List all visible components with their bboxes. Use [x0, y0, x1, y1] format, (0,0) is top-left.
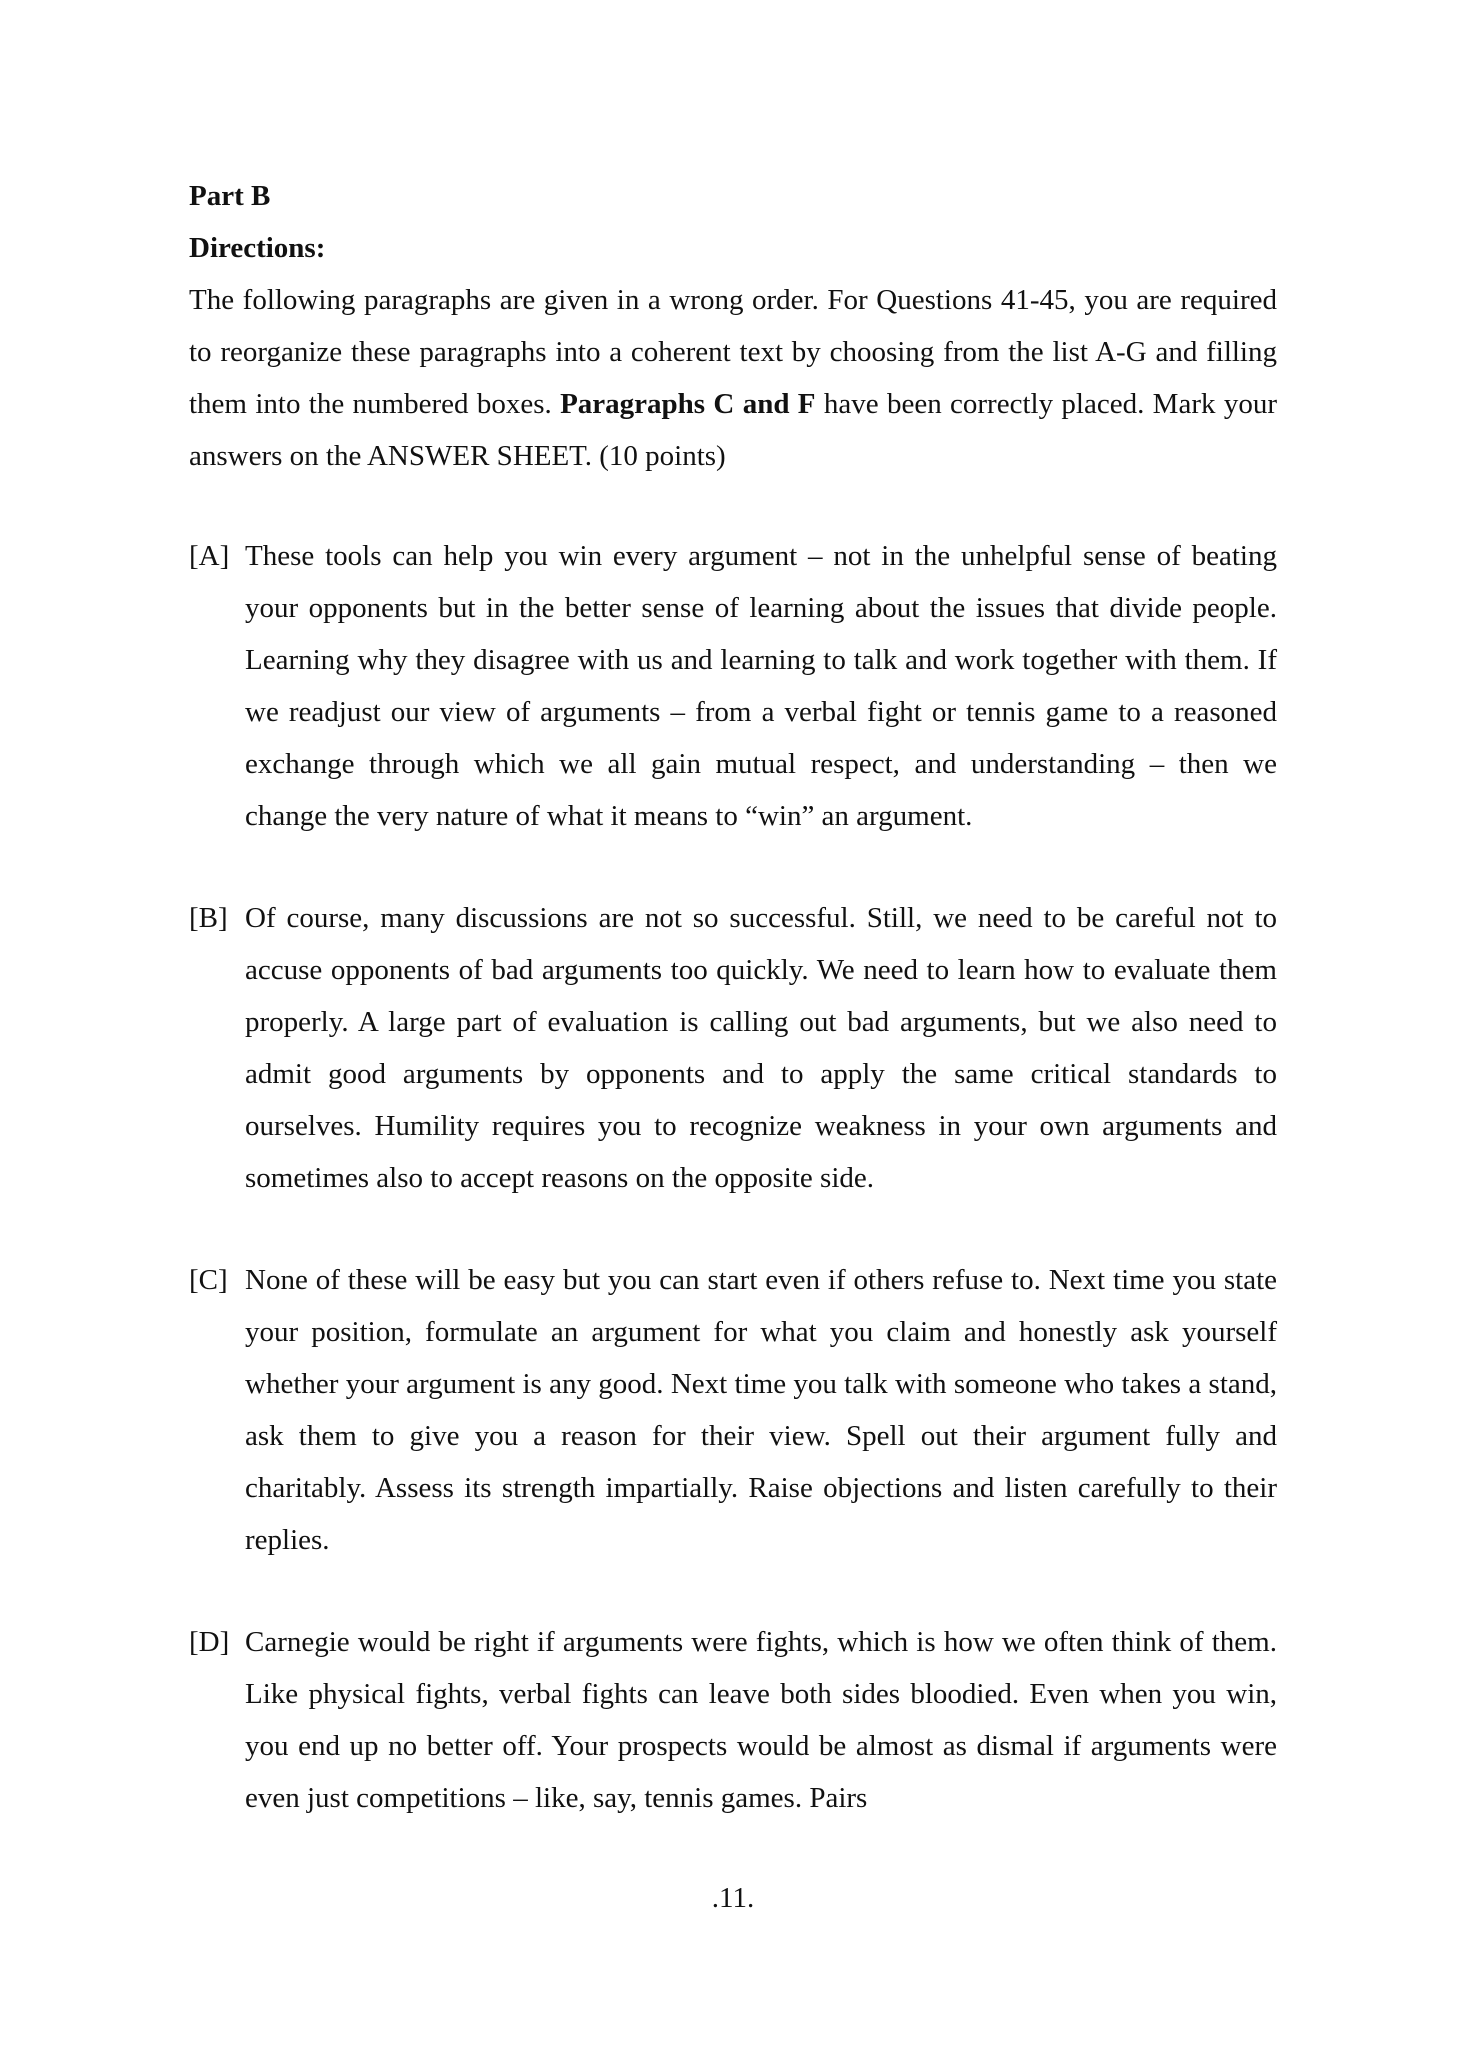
- paragraph-text: Of course, many discussions are not so successful. Still, we need to be careful not to accuse opponents of bad arguments too quickly. We need to learn how to evaluate them properly. A large part of evaluation is calling out bad arguments, but we also need to admit good arguments by opponents and to apply the same critical standards to ourselves. Humility requires you to recognize weakness in your own arguments and sometimes also to accept reasons on the opposite side.: [245, 902, 1277, 1194]
- paragraph-label: [A]: [189, 540, 230, 572]
- directions-heading: Directions:: [189, 232, 326, 264]
- paragraph-b: [189, 892, 1277, 1204]
- paragraph-text: Carnegie would be right if arguments were fights, which is how we often think of them. Like physical fights, verbal fights can leave both sides bloodied. Even when you win, you end up no better off. Your prospects would be almost as dismal if arguments were even just competitions – like, say, tennis games. Pairs: [245, 1626, 1277, 1814]
- directions-bold-part: Paragraphs C and F: [560, 388, 816, 420]
- paragraph-d: [189, 1616, 1277, 1824]
- page-number: .11.: [711, 1882, 755, 1914]
- directions-text-before: The following paragraphs are given in a wrong order. For Questions 41-45, you are required to reorganize these paragraphs into a coherent text by choosing from the list A-G and filling them into the numbered boxes.: [189, 284, 1277, 420]
- paragraph-text: None of these will be easy but you can start even if others refuse to. Next time you state your position, formulate an argument for what you claim and honestly ask yourself whether your argument is any good. Next time you talk with someone who takes a stand, ask them to give you a reason for their view. Spell out their argument fully and charitably. Assess its strength impartially. Raise objections and listen carefully to their replies.: [245, 1264, 1277, 1556]
- paragraph-a: [189, 530, 1277, 842]
- exam-page: [189, 170, 1277, 1824]
- paragraph-text: These tools can help you win every argument – not in the unhelpful sense of beating your opponents but in the better sense of learning about the issues that divide people. Learning why they disagree with us and learning to talk and work together with them. If we readjust our view of arguments – from a verbal fight or tennis game to a reasoned exchange through which we all gain mutual respect, and understanding – then we change the very nature of what it means to “win” an argument.: [245, 540, 1277, 832]
- part-title: Part B: [189, 180, 271, 212]
- directions-text: [189, 274, 1277, 482]
- directions-text-after: have been correctly placed. Mark your answers on the ANSWER SHEET. (10 points): [189, 388, 1277, 472]
- paragraph-c: [189, 1254, 1277, 1566]
- paragraph-label: [C]: [189, 1264, 228, 1296]
- paragraph-label: [B]: [189, 902, 228, 934]
- paragraph-label: [D]: [189, 1626, 230, 1658]
